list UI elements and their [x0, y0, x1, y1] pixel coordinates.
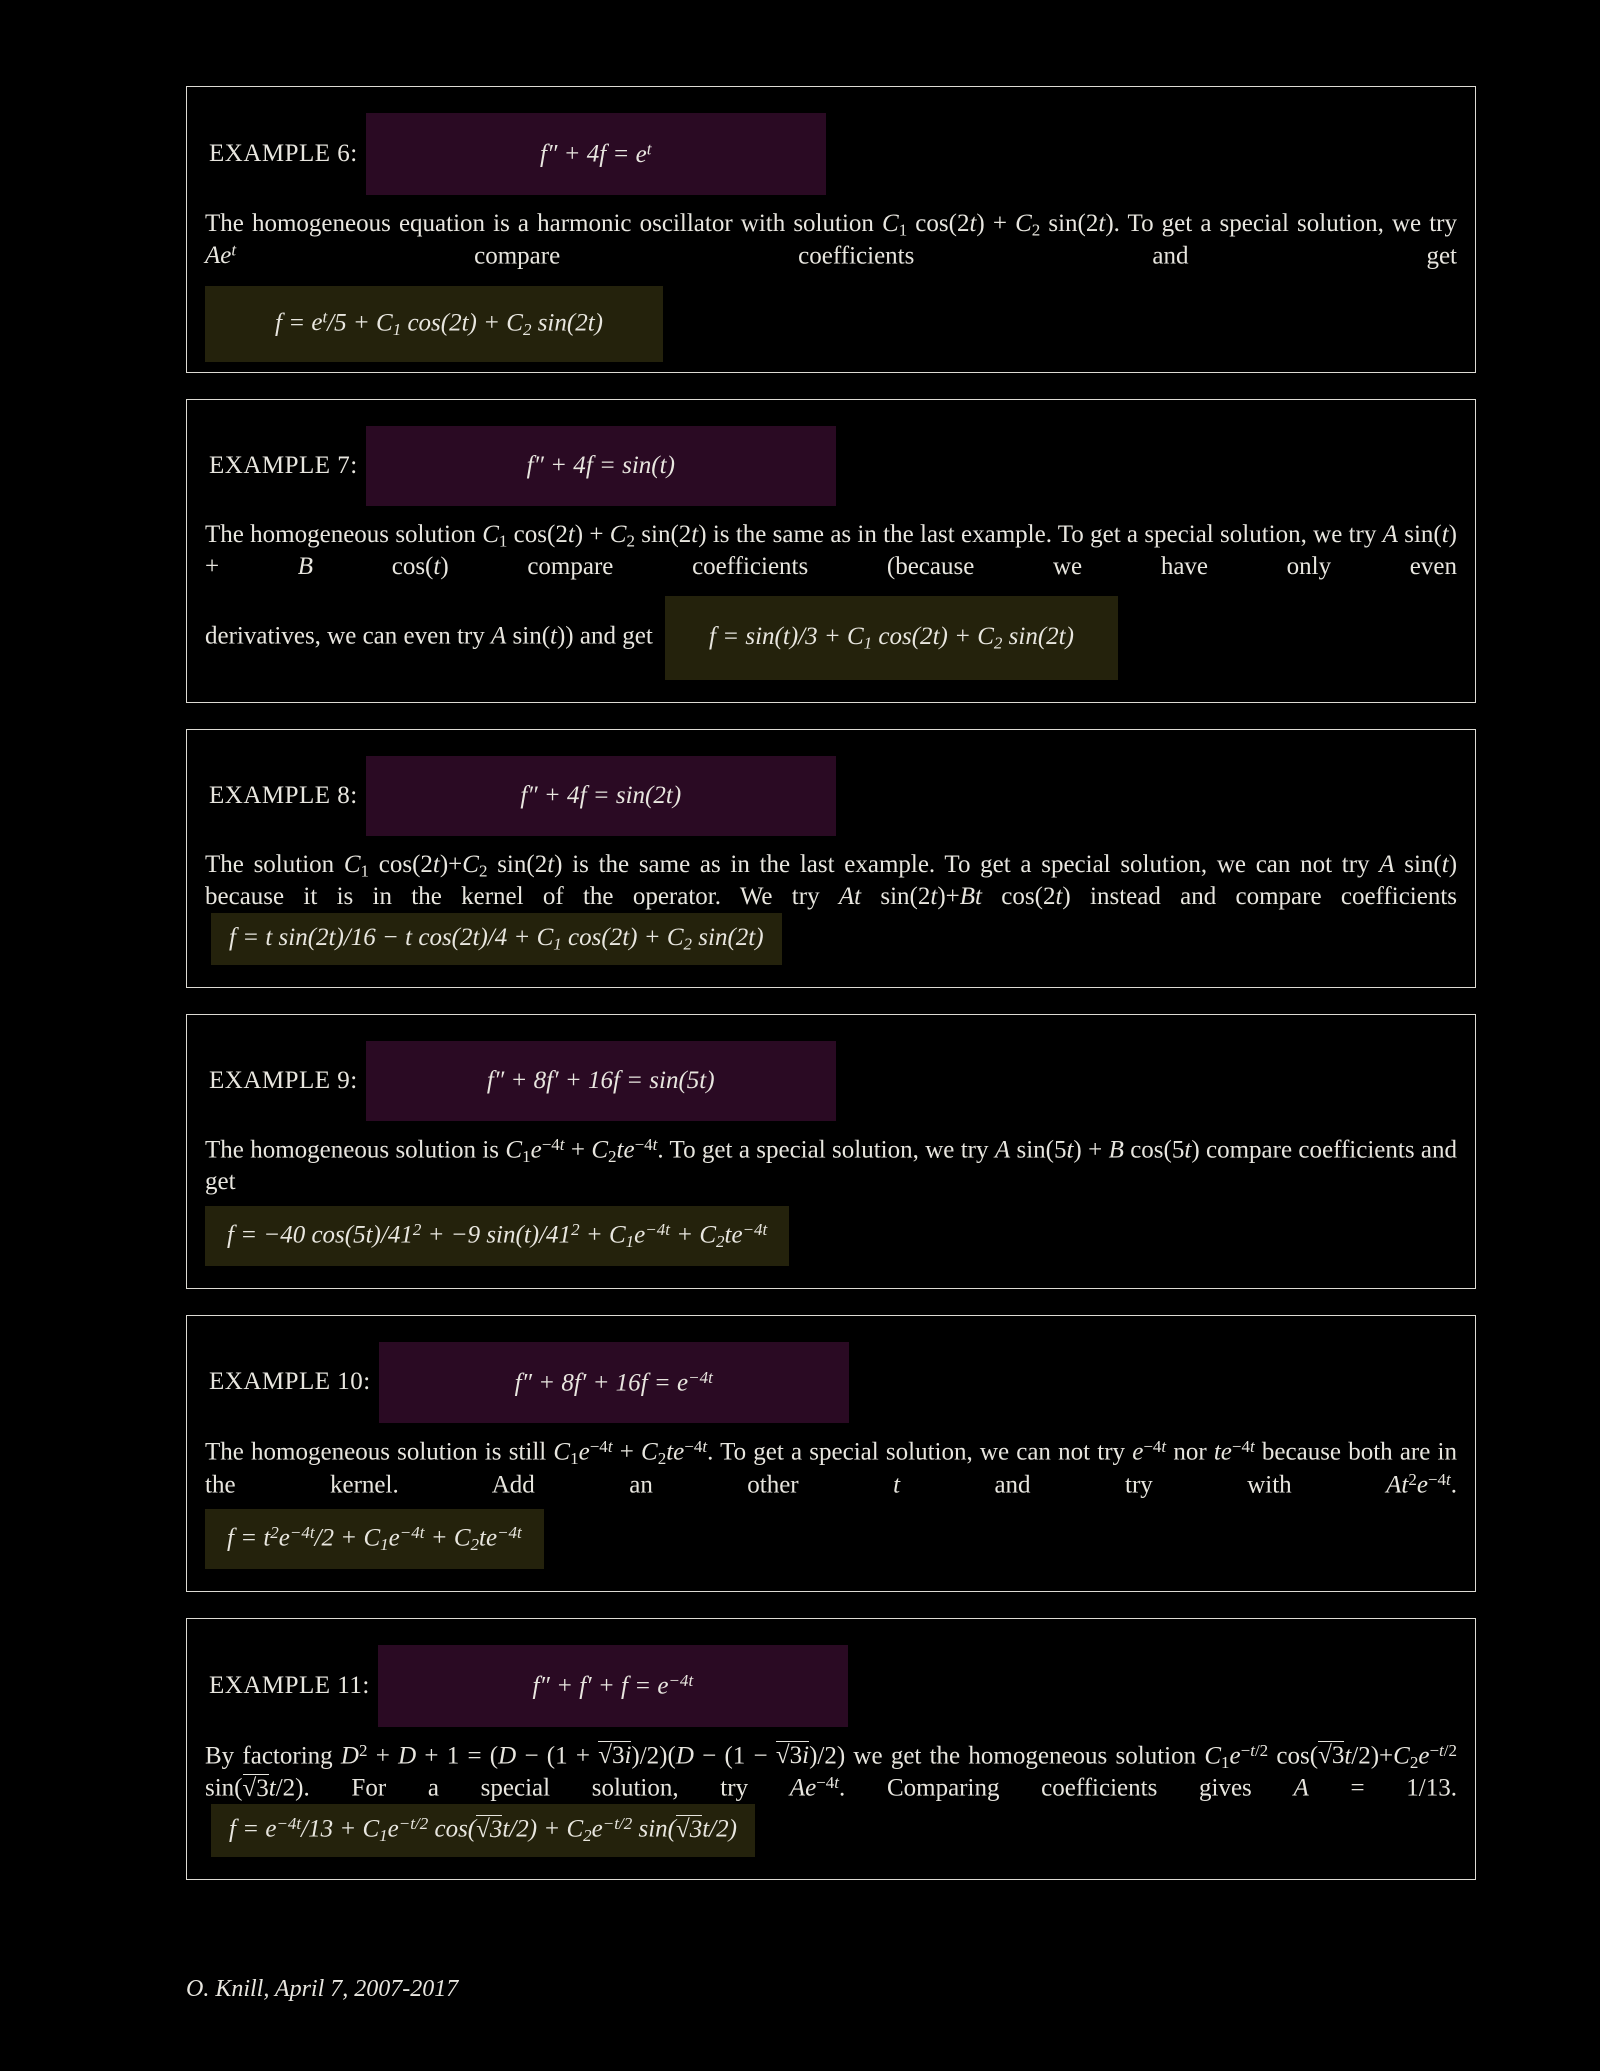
examples-container: [186, 86, 1476, 1906]
example-8-label: EXAMPLE 8:: [209, 782, 358, 810]
example-9-solution-wrap: [205, 1206, 1457, 1266]
example-9-solution: f = −40 $\cos(5t)/41^2 + -9$ $\sin(t)/41^2 + C_1e^{-4t} + C_2te^{-4t}$: [205, 1206, 789, 1266]
example-box-11: [186, 1618, 1476, 1880]
example-7-body: The homogeneous solution $C_1$ $\cos(2t) + C_2$ sin(2t) is the same as in the last example. To get a special solution, we try A sin(t) + B cos(t) compare coefficients (because we have only even: [205, 520, 1457, 580]
example-6-label: EXAMPLE 6:: [209, 139, 358, 167]
example-box-7: [186, 399, 1476, 703]
example-10-solution: $f = t^2e^{-4t}/2 + C_1e^{-4t} + C_2te^{-4t}$: [205, 1509, 544, 1569]
example-10-body: The homogeneous solution is still $C_1e^{-4t} + C_2te^{-4t}$. To get a special solution, we can not try $e^{-4t}$ nor $te^{-4t}$ because both are in the kernel. Add an other t and try with $At^2e^{-4t}$.: [205, 1437, 1457, 1499]
example-9-header: [205, 1041, 1457, 1121]
example-7-solution: $f = \sin(t)/3 + C_1$ $\cos(2t) + C_2$ sin(2t): [665, 596, 1118, 680]
example-10-equation: $f'' + 8f' + 16f = e^{-4t}$: [379, 1342, 849, 1424]
example-box-8: [186, 729, 1476, 987]
example-11-equation: $f'' + f' + f = e^{-4t}$: [378, 1645, 848, 1727]
example-8-solution: f = t sin(2t)/16 − t $\cos(2t)/4 + C_1$ $\cos(2t) + C_2$ sin(2t): [211, 913, 782, 965]
example-7-header: [205, 426, 1457, 506]
example-11-label: EXAMPLE 11:: [209, 1671, 370, 1699]
example-6-solution-wrap: [205, 286, 1457, 362]
example-10-solution-wrap: [205, 1509, 1457, 1569]
example-9-label: EXAMPLE 9:: [209, 1066, 358, 1094]
example-box-9: [186, 1014, 1476, 1289]
example-6-body: The homogeneous equation is a harmonic oscillator with solution $C_1$ $\cos(2t) + C_2$ sin(2t). To get a special solution, we try Ae$^t$ compare coefficients and get: [205, 209, 1457, 270]
example-7-body-2: derivatives, we can even try A sin(t)) and get $f = \sin(t)/3 + C_1$ $\cos(2t) + C_2$ sin(2t): [205, 596, 1457, 680]
example-6-solution: $f = e^t/5 + C_1$ $\cos(2t) + C_2$ sin(2t): [205, 286, 663, 362]
example-8-header: [205, 756, 1457, 836]
example-8-body: The solution $C_1$ $\cos(2t)+C_2$ sin(2t) is the same as in the last example. To get a special solution, we can not try A sin(t) because it is in the kernel of the operator. We try At sin(2t)+Bt cos(2t) instead and compare coefficients f = t sin(2t)/16 − t $\cos(2t)/4 + C_1$ $\cos(2t) + C_2$ sin(2t): [205, 850, 1457, 964]
example-7-equation: f″ + 4f = sin(t): [366, 426, 836, 506]
example-6-equation: $f'' + 4f = e^t$: [366, 113, 826, 195]
example-6-header: [205, 113, 1457, 195]
example-11-header: [205, 1645, 1457, 1727]
example-box-10: [186, 1315, 1476, 1592]
document-footer: O. Knill, April 7, 2007-2017: [186, 1976, 459, 2002]
example-9-equation: f″ + 8f′ + 16f = sin(5t): [366, 1041, 836, 1121]
example-7-label: EXAMPLE 7:: [209, 451, 358, 479]
example-box-6: [186, 86, 1476, 373]
example-11-solution: $f = e^{-4t}/13 + C_1e^{-t/2}$ $\cos(√3t/2) + C_2e^{-t/2}$ sin(√3t/2): [211, 1804, 755, 1857]
example-8-equation: f″ + 4f = sin(2t): [366, 756, 836, 836]
example-9-body: The homogeneous solution is $C_1e^{-4t} + C_2te^{-4t}$. To get a special solution, we try A sin(5t) + B cos(5t) compare coefficients and get: [205, 1134, 1458, 1196]
example-10-header: [205, 1342, 1457, 1424]
example-11-body: By factoring $D^2 + D + 1 = (D - (1 + √3i)/2)(D - (1 - √3i)/2)$ we get the homogeneous solution $C_1e^{-t/2}$ $\cos(√3t/2)+C_2e^{-t/2}$ sin(√3t/2). For a special solution, try $Ae^{-4t}$. Comparing coefficients gives A = 1/13. $f = e^{-4t}/13 + C_1e^{-t/2}$ $\cos(√3t/2) + C_2e^{-t/2}$ sin(√3t/2): [205, 1741, 1457, 1857]
example-10-label: EXAMPLE 10:: [209, 1368, 371, 1396]
